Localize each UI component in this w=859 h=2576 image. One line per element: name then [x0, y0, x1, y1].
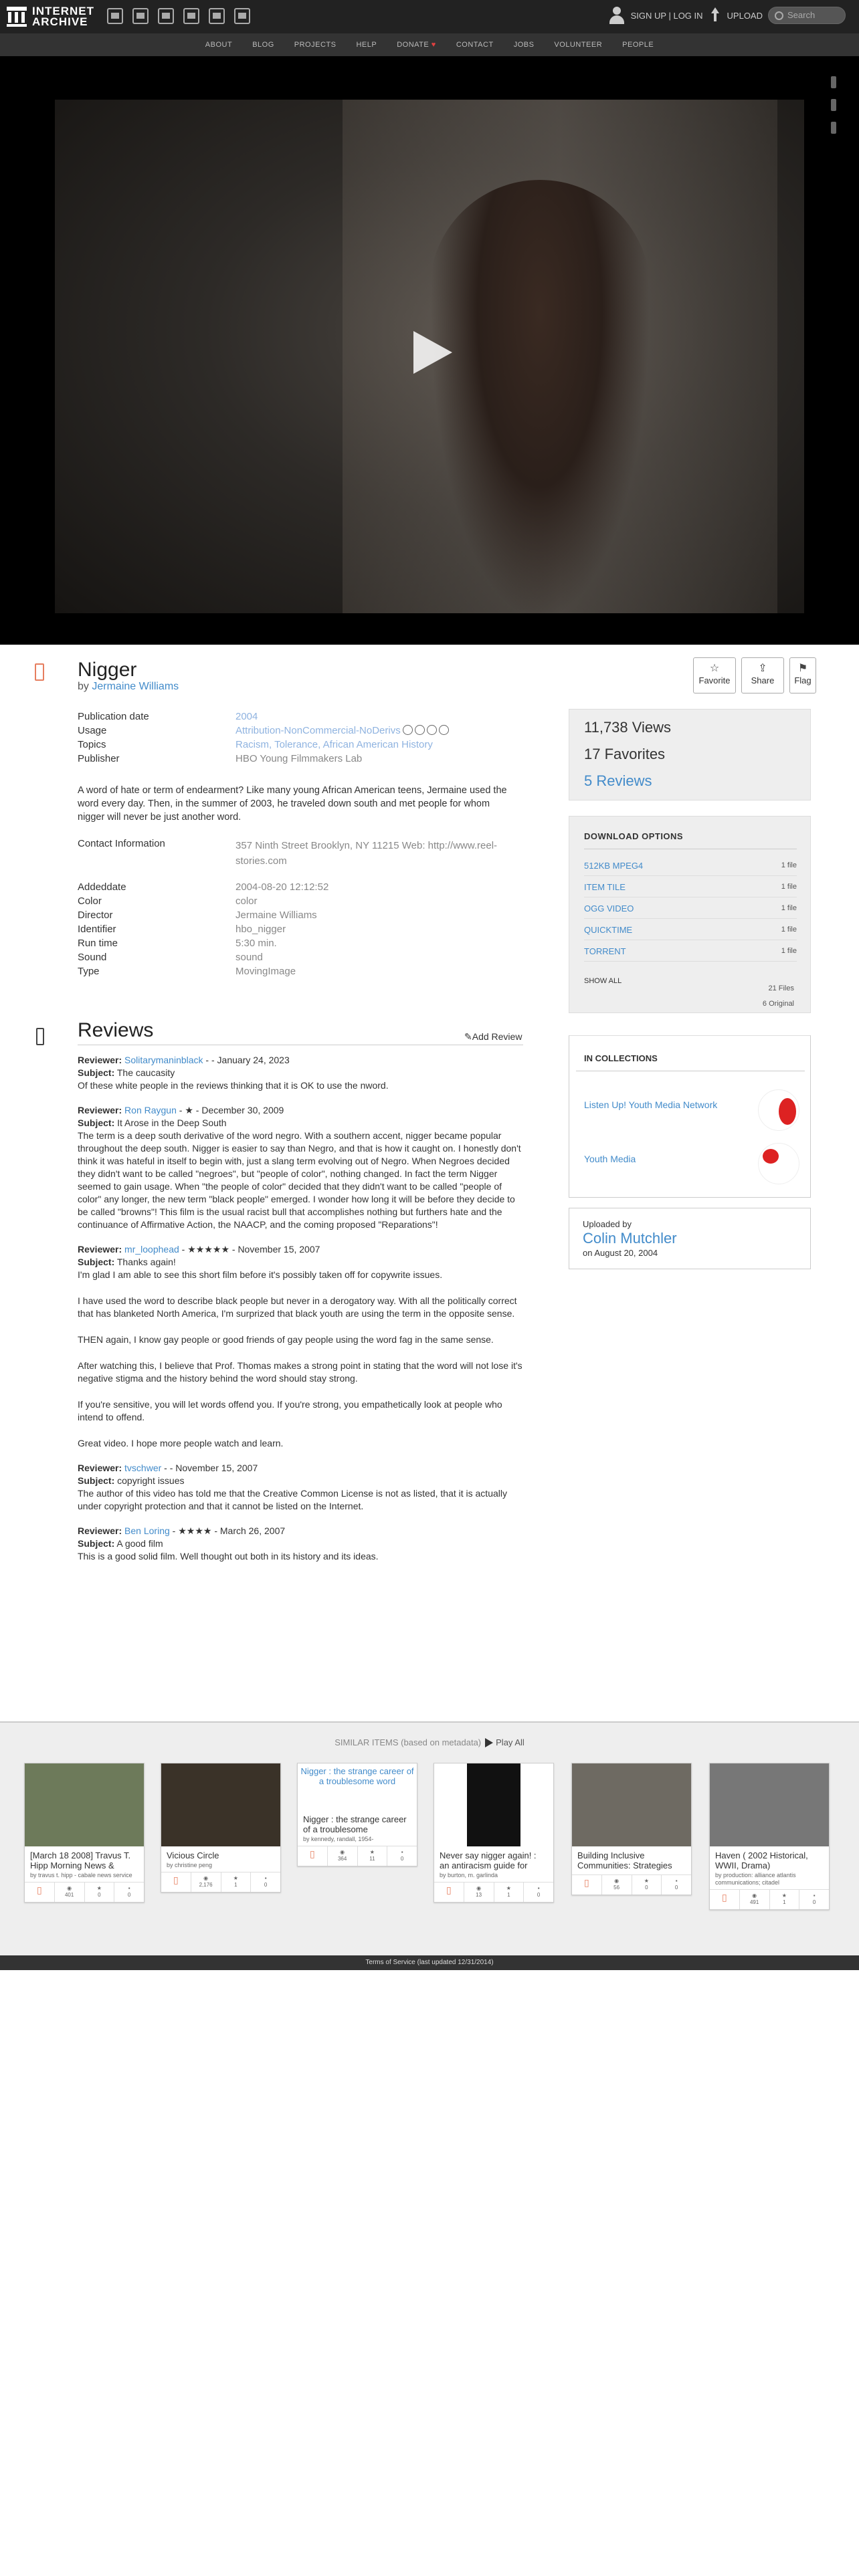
nav-projects[interactable]: PROJECTS [294, 41, 337, 49]
nc-icon [427, 725, 437, 735]
eye-icon: ◉ [476, 1885, 482, 1891]
collection-link[interactable]: Youth Media [584, 1154, 636, 1164]
review-paragraph: Of these white people in the reviews thinking that it is OK to use the nword. [78, 1080, 389, 1091]
reviews-value: 0 [127, 1892, 131, 1898]
favorites-count: 17 Favorites [584, 746, 666, 762]
download-link[interactable]: ITEM TILE [584, 881, 626, 892]
archive-building-icon [7, 7, 27, 27]
views-value: 13 [476, 1892, 482, 1898]
author-link[interactable]: Jermaine Williams [92, 681, 179, 692]
secondary-nav [0, 33, 859, 56]
nav-help[interactable]: HELP [356, 41, 377, 49]
download-format [584, 898, 797, 919]
add-review-button[interactable] [464, 1031, 522, 1043]
detail-key: Director [78, 909, 113, 921]
uploader-name-link[interactable]: Colin Mutchler [583, 1230, 677, 1247]
nd-icon [439, 725, 449, 735]
by-icon [415, 725, 425, 735]
review [78, 1462, 524, 1513]
detail-row [78, 895, 519, 909]
favorites-value: 1 [234, 1882, 237, 1888]
nav-volunteer[interactable]: VOLUNTEER [554, 41, 603, 49]
review [78, 1243, 524, 1450]
review-subject: Subject: copyright issues [78, 1475, 185, 1486]
texts-icon[interactable] [132, 8, 149, 24]
favorites-value: 1 [783, 1899, 786, 1905]
similar-item-stats [710, 1889, 829, 1909]
comment-icon: ▪ [537, 1885, 540, 1891]
images-icon[interactable] [234, 8, 250, 24]
favorites-stat [221, 1872, 251, 1892]
review-header: Reviewer: tvschwer - - November 15, 2007 [78, 1463, 258, 1473]
item-byline [78, 681, 179, 693]
views-stat [54, 1883, 84, 1902]
audio-icon[interactable] [183, 8, 199, 24]
review-stars: ★★★★★ [187, 1244, 229, 1255]
detail-row [78, 952, 519, 966]
detail-row [78, 938, 519, 952]
download-link[interactable]: 512KB MPEG4 [584, 860, 644, 871]
detail-row [78, 924, 519, 938]
review-paragraph: I have used the word to describe black people but never in a derogatory way. With all the politically correct that has blanketed North America, I'm surprized that black youth are using the term in the opposite sense. [78, 1295, 517, 1319]
download-link[interactable]: TORRENT [584, 946, 626, 956]
views-count: 11,738 Views [584, 719, 672, 736]
pencil-icon: ✎ [464, 1031, 472, 1042]
review-header: Reviewer: Ben Loring - ★★★★ - March 26, 2007 [78, 1525, 286, 1536]
views-stat [327, 1846, 357, 1866]
eye-icon: ◉ [203, 1875, 209, 1881]
footer[interactable]: Terms of Service (last updated 12/31/2014) [0, 1955, 859, 1970]
favorite-button[interactable] [693, 657, 736, 693]
comment-icon: ▪ [813, 1893, 816, 1899]
user-area [608, 5, 846, 25]
review-paragraph: After watching this, I believe that Prof. Thomas makes a strong point in stating that the word will not lose it's negative stigma and the history behind the word should stay strong. [78, 1360, 522, 1384]
share-button[interactable] [741, 657, 784, 693]
detail-value: hbo_nigger [235, 924, 286, 935]
movie-mediatype-icon: ▯ [310, 1848, 315, 1859]
file-count: 1 file [781, 926, 797, 934]
details-block [78, 881, 519, 980]
movie-mediatype-icon: ▯ [173, 1874, 179, 1885]
play-all-link[interactable]: Play All [496, 1737, 524, 1747]
comment-icon: ▪ [401, 1849, 403, 1855]
review-header: Reviewer: Ron Raygun - ★ - December 30, 2009 [78, 1105, 284, 1115]
reviewer-link[interactable]: Ron Raygun [124, 1105, 177, 1115]
review-subject-text: It Arose in the Deep South [117, 1117, 227, 1128]
review [78, 1104, 524, 1231]
detail-key: Sound [78, 952, 107, 963]
review-stars: ★★★★ [178, 1525, 212, 1536]
collection-thumbnail[interactable] [758, 1143, 799, 1184]
theatre-tool-icon[interactable] [831, 122, 836, 134]
reviews-icon [36, 1028, 44, 1045]
review-paragraph: Great video. I hope more people watch and learn. [78, 1438, 284, 1448]
detail-key: Addeddate [78, 881, 126, 893]
similar-item-creator: by kennedy, randall, 1954- [303, 1836, 374, 1842]
reviews-stat [387, 1846, 417, 1866]
similar-item-creator: by production: alliance atlantis communications; citadel [715, 1872, 796, 1886]
eye-icon: ◉ [67, 1885, 72, 1891]
review-date: - November 15, 2007 [231, 1244, 320, 1255]
user-icon[interactable] [608, 5, 626, 25]
review-subject-text: Thanks again! [116, 1257, 176, 1267]
internet-archive-logo[interactable] [7, 6, 94, 27]
similar-item-stats [572, 1874, 691, 1895]
similar-item-title[interactable]: Nigger : the strange career of a troublesome [303, 1814, 407, 1834]
views-stat [601, 1875, 632, 1895]
eye-icon: ◉ [340, 1849, 345, 1855]
review-subject: Subject: Thanks again! [78, 1257, 176, 1267]
star-icon: ★ [369, 1849, 375, 1855]
reviews-value: 0 [674, 1885, 678, 1891]
similar-item-tile[interactable] [24, 1763, 145, 1903]
similar-item-creator: by burton, m. garlinda [440, 1872, 498, 1879]
share-label: Share [751, 675, 775, 685]
similar-item-tile[interactable] [161, 1763, 281, 1893]
review-subject-text: A good film [116, 1538, 163, 1549]
comment-icon: ▪ [128, 1885, 130, 1891]
views-value: 491 [749, 1899, 759, 1905]
flag-label: Flag [794, 675, 812, 685]
nav-about[interactable]: ABOUT [205, 41, 233, 49]
theatre-tool-icon[interactable] [831, 76, 836, 88]
reviewer-link[interactable]: Solitarymaninblack [124, 1055, 203, 1065]
detail-value: 5:30 min. [235, 938, 277, 949]
video-theatre [0, 56, 859, 645]
favorites-value: 1 [507, 1892, 510, 1898]
similar-item-title[interactable]: Never say nigger again! : an antiracism guide for [440, 1850, 537, 1870]
comment-icon: ▪ [264, 1875, 267, 1881]
detail-value: Jermaine Williams [235, 909, 317, 921]
total-files: 21 Files [768, 984, 794, 992]
reviews-stat [661, 1875, 691, 1895]
reviewer-link[interactable]: mr_loophead [124, 1244, 179, 1255]
nav-contact[interactable]: CONTACT [456, 41, 494, 49]
views-stat [739, 1890, 769, 1909]
similar-item-title[interactable]: Haven ( 2002 Historical, WWII, Drama) [715, 1850, 808, 1870]
reviews-value: 0 [400, 1856, 404, 1862]
metadata-block [78, 711, 519, 767]
movie-mediatype-icon: ▯ [37, 1885, 42, 1895]
review-body [78, 1130, 524, 1231]
similar-item-tile[interactable] [297, 1763, 417, 1866]
metadata-key: Topics [78, 739, 106, 750]
star-icon: ★ [644, 1878, 649, 1884]
favorites-stat [632, 1875, 662, 1895]
movie-mediatype-icon: ▯ [722, 1892, 727, 1903]
publication-date-link[interactable]: 2004 [235, 711, 258, 722]
upload-icon[interactable] [708, 7, 722, 23]
show-all-link[interactable]: SHOW ALL [584, 977, 622, 985]
similar-item-tile[interactable] [709, 1763, 830, 1910]
views-value: 401 [64, 1892, 74, 1898]
metadata-key: Publisher [78, 753, 120, 764]
video-player[interactable] [55, 100, 804, 613]
similar-item-thumbnail[interactable] [25, 1763, 144, 1846]
file-totals [763, 981, 794, 1012]
detail-key: Type [78, 966, 100, 977]
review-paragraph: If you're sensitive, you will let words offend you. If you're strong, you empathetically look at people who intend to offend. [78, 1399, 502, 1422]
reviews-list [78, 1054, 524, 1575]
detail-value: color [235, 895, 258, 907]
review-paragraph: The term is a deep south derivative of the word negro. With a southern accent, nigger became popular throughout the deep south. Nigger is easier to say than Negro, and that is how it caught on. I honestly don't think it was hateful in itself to begin with, just a slang term evolving out of Negro. When Negroes decided they didn't want to be called "negroes", but "people of color", nothing changed. In fact the term Nigger seemed to gain usage. When "the people of color" decided that they didn't want to be called "people of color" any longer, the new term "black people" emerged. I wonder how long it will be before they decide to be called "browns"! This film is the usual racist bull that accomplishes nothing but furthers hate and the continuance of Affirmative Action, the NAACP, and the coming proposed "Reparations"! [78, 1130, 521, 1230]
download-link[interactable]: OGG VIDEO [584, 903, 634, 914]
review-subject-text: copyright issues [117, 1475, 185, 1486]
movie-mediatype-icon [35, 663, 44, 681]
flag-button[interactable] [789, 657, 816, 693]
reviews-stat [523, 1883, 553, 1902]
star-icon: ☆ [709, 663, 720, 674]
topics-links[interactable]: Racism, Tolerance, African American History [235, 739, 433, 750]
download-format [584, 877, 797, 897]
detail-value: sound [235, 952, 263, 963]
detail-key: Run time [78, 938, 118, 949]
metadata-key: Usage [78, 725, 107, 736]
similar-item-tile[interactable] [571, 1763, 692, 1895]
play-all-icon[interactable] [485, 1738, 493, 1747]
favorites-stat [84, 1883, 114, 1902]
nav-jobs[interactable]: JOBS [513, 41, 535, 49]
similar-item-stats [298, 1846, 417, 1866]
collection-thumbnail[interactable] [758, 1089, 799, 1131]
license-link[interactable]: Attribution-NonCommercial-NoDerivs [235, 725, 401, 736]
metadata-row [78, 753, 519, 767]
download-options-title: DOWNLOAD OPTIONS [584, 831, 684, 841]
movie-mediatype-icon: ▯ [584, 1877, 589, 1888]
video-icon[interactable] [158, 8, 174, 24]
logo-text [32, 6, 94, 27]
detail-value: 2004-08-20 12:12:52 [235, 881, 329, 893]
similar-item-creator: by travus t. hipp - cabale news service [30, 1872, 132, 1879]
upload-link[interactable]: UPLOAD [727, 10, 763, 21]
detail-row [78, 881, 519, 895]
favorites-stat [494, 1883, 524, 1902]
similar-item-title[interactable]: Vicious Circle [167, 1850, 219, 1860]
views-value: 56 [613, 1885, 620, 1891]
review-subject: Subject: It Arose in the Deep South [78, 1117, 227, 1128]
metadata-row [78, 711, 519, 725]
star-icon: ★ [233, 1875, 238, 1881]
favorites-value: 0 [98, 1892, 101, 1898]
similar-item-thumbnail[interactable] [298, 1763, 417, 1810]
download-options [569, 816, 811, 1013]
detail-value: MovingImage [235, 966, 296, 977]
similar-item-title[interactable]: Building Inclusive Communities: Strategies [577, 1850, 672, 1870]
cc-icon [403, 725, 413, 735]
similar-item-title[interactable]: [March 18 2008] Travus T. Hipp Morning News & [30, 1850, 131, 1870]
nav-donate[interactable] [397, 41, 436, 49]
search-input[interactable]: Search [768, 7, 846, 24]
similar-item-creator: by christine peng [167, 1862, 213, 1868]
file-count: 1 file [781, 861, 797, 869]
heart-icon: ♥ [431, 41, 436, 49]
review-stars: ★ [185, 1105, 193, 1115]
uploader-box [569, 1208, 811, 1269]
similar-item-stats [25, 1882, 144, 1902]
publisher-value: HBO Young Filmmakers Lab [235, 753, 363, 764]
review-subject-text: The caucasity [116, 1067, 175, 1078]
download-format [584, 855, 797, 876]
movie-mediatype-icon: ▯ [446, 1885, 452, 1895]
nav-blog[interactable]: BLOG [252, 41, 274, 49]
review-header: Reviewer: Solitarymaninblack - - January 24, 2023 [78, 1055, 290, 1065]
similar-item-stats [434, 1882, 553, 1902]
share-icon: ⇪ [758, 663, 767, 674]
review [78, 1054, 524, 1092]
item-title: Nigger [78, 659, 137, 681]
review-paragraph: THEN again, I know gay people or good friends of gay people using the word fag in the same sense. [78, 1334, 494, 1345]
signup-login-link[interactable]: SIGN UP | LOG IN [630, 10, 703, 21]
reviews-value: 0 [812, 1899, 816, 1905]
reviews-count-link[interactable]: 5 Reviews [584, 772, 652, 789]
item-actions [693, 657, 816, 693]
nav-donate-label: DONATE [397, 41, 430, 49]
review-paragraph: The author of this video has told me that the Creative Common License is not as listed, that it is actually under copyright protection and that it cannot be listed on the Internet. [78, 1488, 507, 1511]
detail-key: Identifier [78, 924, 116, 935]
theatre-side-tools [831, 76, 836, 134]
item-stats [569, 709, 811, 800]
file-count: 1 file [781, 947, 797, 955]
reviews-stat [799, 1890, 829, 1909]
uploaded-by-label: Uploaded by [583, 1219, 632, 1229]
review-subject: Subject: The caucasity [78, 1067, 175, 1078]
review-body [78, 1487, 524, 1513]
favorite-label: Favorite [698, 675, 731, 685]
views-stat [464, 1883, 494, 1902]
upload-date: on August 20, 2004 [583, 1248, 658, 1258]
review-paragraph: This is a good solid film. Well thought out both in its history and its ideas. [78, 1551, 379, 1562]
reviewer-link[interactable]: Ben Loring [124, 1525, 170, 1536]
star-icon: ★ [96, 1885, 102, 1891]
metadata-row [78, 739, 519, 753]
contact-key: Contact Information [78, 838, 165, 849]
similar-item-stats [161, 1872, 280, 1892]
review-date: - March 26, 2007 [214, 1525, 286, 1536]
review-subject: Subject: A good film [78, 1538, 163, 1549]
review-paragraph: I'm glad I am able to see this short film before it's possibly taken off for copywrite issues. [78, 1269, 443, 1280]
reviews-stat [114, 1883, 144, 1902]
metadata-key: Publication date [78, 711, 149, 722]
metadata-row [78, 725, 519, 739]
favorites-value: 0 [645, 1885, 648, 1891]
logo-line-2: ARCHIVE [32, 15, 88, 28]
comment-icon: ▪ [675, 1878, 678, 1884]
logo-line-1: INTERNET [32, 5, 94, 17]
file-count: 1 file [781, 904, 797, 912]
favorites-value: 11 [369, 1856, 375, 1862]
similar-item-thumbnail[interactable] [467, 1763, 520, 1846]
contact-value: 357 Ninth Street Brooklyn, NY 11215 Web: http://www.reel-stories.com [235, 840, 498, 867]
similar-heading-text: SIMILAR ITEMS (based on metadata) [335, 1737, 482, 1747]
similar-item-thumbnail[interactable] [161, 1763, 280, 1846]
review-body [78, 1079, 524, 1092]
reviews-value: 0 [537, 1892, 541, 1898]
star-icon: ★ [781, 1893, 787, 1899]
views-stat [191, 1872, 221, 1892]
views-value: 2,176 [199, 1882, 213, 1888]
reviewer-link[interactable]: tvschwer [124, 1463, 162, 1473]
video-frame-subject [430, 180, 650, 613]
top-navigation-bar [0, 0, 859, 33]
similar-item-thumbnail[interactable] [572, 1763, 691, 1846]
similar-item-tile[interactable] [434, 1763, 554, 1903]
detail-key: Color [78, 895, 102, 907]
review-body [78, 1550, 524, 1563]
flag-icon: ⚑ [797, 663, 808, 674]
file-count: 1 file [781, 883, 797, 891]
review-header: Reviewer: mr_loophead - ★★★★★ - November 15, 2007 [78, 1244, 320, 1255]
original-files: 6 Original [762, 1000, 794, 1008]
detail-row [78, 909, 519, 924]
software-icon[interactable] [209, 8, 225, 24]
similar-items-section [0, 1721, 859, 1955]
item-description: A word of hate or term of endearment? Like many young African American teens, Jermaine used the word every day. Then, in the summer of 2003, he traveled down south and met people for whom nigger will never be just another word. [78, 785, 507, 823]
reviews-stat [250, 1872, 280, 1892]
review [78, 1525, 524, 1563]
review-date: - January 24, 2023 [211, 1055, 290, 1065]
collection-link[interactable]: Listen Up! Youth Media Network [584, 1099, 718, 1110]
play-icon[interactable] [413, 331, 452, 374]
theatre-tool-icon[interactable] [831, 99, 836, 111]
eye-icon: ◉ [614, 1878, 619, 1884]
contact-info [78, 838, 519, 869]
review-date: - December 30, 2009 [195, 1105, 284, 1115]
in-collections [569, 1035, 811, 1198]
similar-item-thumbnail[interactable] [710, 1763, 829, 1846]
reviews-heading: Reviews [78, 1019, 154, 1041]
nav-people[interactable]: PEOPLE [622, 41, 654, 49]
reviews-value: 0 [264, 1882, 268, 1888]
download-format [584, 920, 797, 940]
favorites-stat [357, 1846, 387, 1866]
download-format [584, 941, 797, 962]
add-review-label: Add Review [472, 1031, 522, 1042]
broken-image-alt: Nigger : the strange career of a troublesome word [300, 1766, 414, 1786]
collections-title: IN COLLECTIONS [584, 1053, 658, 1063]
web-icon[interactable] [107, 8, 123, 24]
views-value: 364 [337, 1856, 347, 1862]
by-label: by [78, 681, 89, 692]
review-body [78, 1269, 524, 1450]
favorites-stat [769, 1890, 799, 1909]
detail-row [78, 966, 519, 980]
eye-icon: ◉ [752, 1893, 757, 1899]
review-date: - November 15, 2007 [169, 1463, 258, 1473]
media-type-icons [107, 8, 250, 24]
download-link[interactable]: QUICKTIME [584, 924, 633, 935]
star-icon: ★ [506, 1885, 511, 1891]
similar-items-heading [0, 1737, 859, 1747]
